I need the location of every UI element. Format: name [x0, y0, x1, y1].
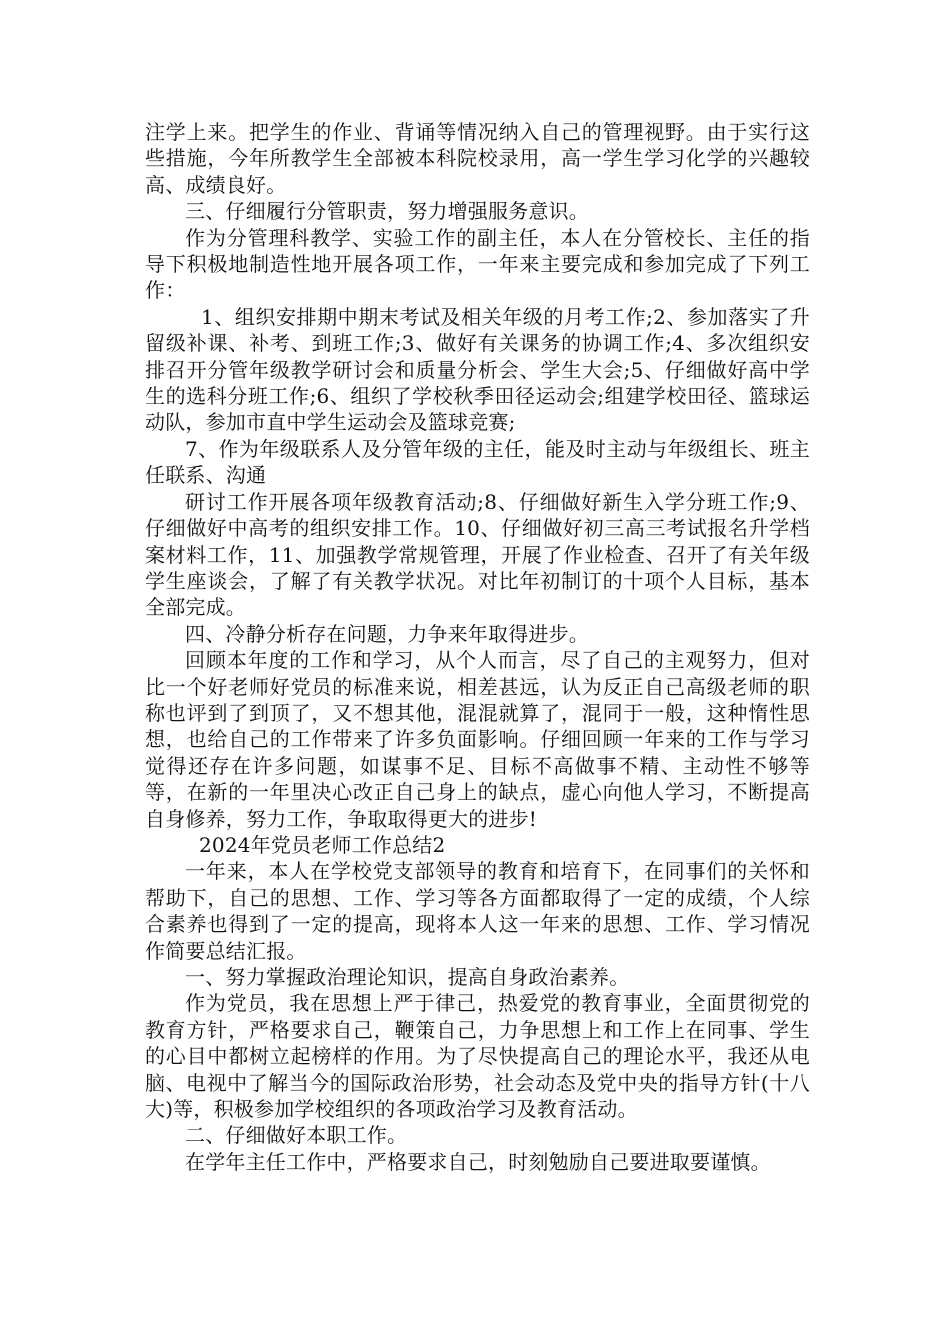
section-heading-3: 三、仔细履行分管职责，努力增强服务意识。	[185, 199, 589, 224]
section-heading-4: 四、冷静分析存在问题，力争来年取得进步。	[185, 621, 589, 646]
para-reflection: 回顾本年度的工作和学习，从个人而言，尽了自己的主观努力，但对比一个好老师好党员的标准来说，相差甚远，认为反正自己高级老师的职称也评到了到顶了，又不想其他，混混就算了，混同于一般，这种惰性思想，也给自己的工作带来了许多负面影响。仔细回顾一年来的工作与学习觉得还存在许多问题，如谋事不足、目标不高做事不精、主动性不够等等，在新的一年里决心改正自己身上的缺点，虚心向他人学习，不断提高自身修养，努力工作，争取取得更大的进步!	[145, 648, 810, 831]
document-body	[145, 119, 810, 1175]
para-article2-intro: 一年来，本人在学校党支部领导的教育和培育下，在同事们的关怀和帮助下，自己的思想、工作、学习等各方面都取得了一定的成绩，个人综合素养也得到了一定的提高，现将本人这一年来的思想、工作、学习情况作简要总结汇报。	[145, 859, 810, 963]
para-duties-list-7: 7、作为年级联系人及分管年级的主任，能及时主动与年级组长、班主任联系、沟通	[145, 436, 810, 488]
para-duties-list-1: 1、组织安排期中期末考试及相关年级的月考工作;2、参加落实了升留级补课、补考、到班工作;3、做好有关课务的协调工作;4、多次组织安排召开分管年级教学研讨会和质量分析会、学生大会;5、仔细做好高中学生的选科分班工作;6、组织了学校秋季田径运动会;组建学校田径、篮球运动队，参加市直中学生运动会及篮球竞赛;	[145, 304, 810, 435]
para-intro-continuation: 注学上来。把学生的作业、背诵等情况纳入自己的管理视野。由于实行这些措施，今年所教学生全部被本科院校录用，高一学生学习化学的兴趣较高、成绩良好。	[145, 120, 810, 197]
para-duty-start: 在学年主任工作中，严格要求自己，时刻勉励自己要进取要谨慎。	[185, 1149, 771, 1174]
para-political: 作为党员，我在思想上严于律己，热爱党的教育事业，全面贯彻党的教育方针，严格要求自己，鞭策自己，力争思想上和工作上在同事、学生的心目中都树立起榜样的作用。为了尽快提高自己的理论水平，我还从电脑、电视中了解当今的国际政治形势，社会动态及党中央的指导方针(十八大)等，积极参加学校组织的各项政治学习及教育活动。	[145, 991, 810, 1122]
article-title-2: 2024年党员老师工作总结2	[199, 832, 446, 857]
section-heading-1: 一、努力掌握政治理论知识，提高自身政治素养。	[185, 965, 630, 989]
para-duties-list-8: 研讨工作开展各项年级教育活动;8、仔细做好新生入学分班工作;9、仔细做好中高考的组织安排工作。10、仔细做好初三高三考试报名升学档案材料工作，11、加强教学常规管理，开展了作业检查、召开了有关年级学生座谈会，了解了有关教学状况。对比年初制订的十项个人目标，基本全部完成。	[145, 489, 810, 620]
para-duties-intro: 作为分管理科教学、实验工作的副主任，本人在分管校长、主任的指导下积极地制造性地开展各项工作，一年来主要完成和参加完成了下列工作：	[145, 225, 810, 303]
section-heading-2: 二、仔细做好本职工作。	[185, 1123, 408, 1148]
